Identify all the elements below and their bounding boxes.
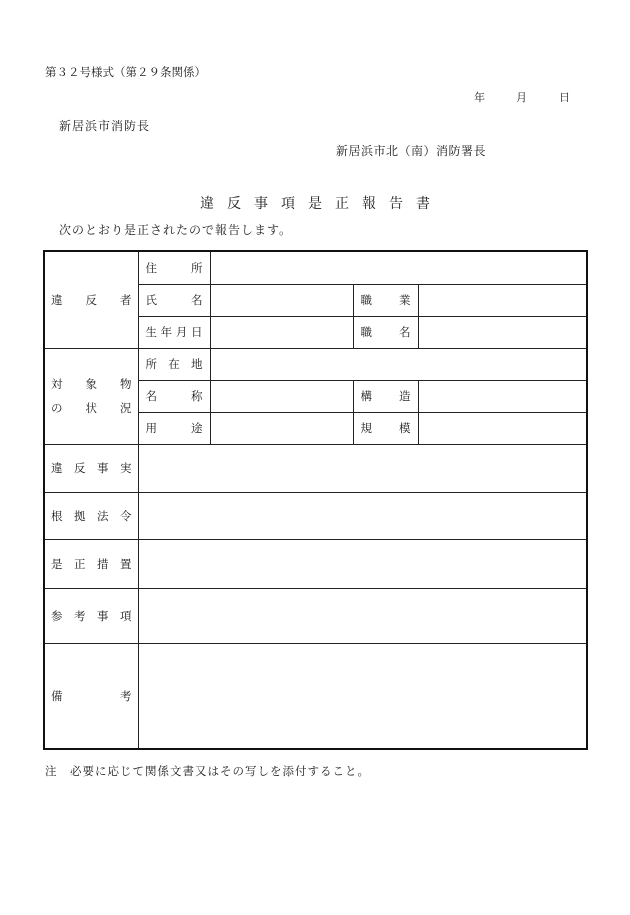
legal-basis-label-cell (44, 492, 138, 539)
reference-label: 参 考 事 項 (51, 608, 132, 623)
corrective-measures-field[interactable] (138, 539, 587, 588)
remarks-field[interactable] (138, 643, 587, 749)
scale-label-cell (353, 412, 418, 444)
form-number: 第３２号様式（第２９条関係） (45, 65, 206, 79)
row-legal-basis (44, 492, 587, 539)
occupation-label: 職 業 (360, 293, 411, 307)
sender: 新居浜市北（南）消防署長 (336, 144, 487, 158)
scale-label: 規 模 (360, 421, 411, 435)
violator-group-label (44, 251, 138, 348)
position-field[interactable] (418, 316, 587, 348)
position-label-cell (353, 316, 418, 348)
usage-field[interactable] (210, 412, 353, 444)
name-label: 氏 名 (145, 293, 203, 307)
row-violation-facts (44, 444, 587, 492)
target-group-label (44, 348, 138, 444)
remarks-label: 備 考 (51, 688, 132, 703)
target-label-line1: 対 象 物 (51, 377, 132, 391)
birthdate-field[interactable] (210, 316, 353, 348)
address-label: 住 所 (145, 260, 203, 275)
row-corrective-measures (44, 539, 587, 588)
remarks-label-cell (44, 643, 138, 749)
violation-facts-label: 違 反 事 実 (51, 461, 132, 475)
target-label-line2: の 状 況 (51, 401, 132, 415)
address-label-cell (138, 251, 210, 284)
violator-label: 違 反 者 (51, 292, 132, 307)
violation-facts-label-cell (44, 444, 138, 492)
location-label: 所 在 地 (145, 357, 203, 371)
violation-facts-field[interactable] (138, 444, 587, 492)
scale-field[interactable] (418, 412, 587, 444)
location-field[interactable] (210, 348, 587, 380)
reference-label-cell (44, 588, 138, 643)
reference-field[interactable] (138, 588, 587, 643)
structure-label: 構 造 (360, 389, 411, 403)
footnote: 注 必要に応じて関係文書又はその写しを添付すること。 (45, 764, 370, 778)
intro-text: 次のとおり是正されたので報告します。 (59, 223, 293, 237)
address-field[interactable] (210, 251, 587, 284)
report-form-table (43, 250, 588, 750)
usage-label-cell (138, 412, 210, 444)
row-remarks (44, 643, 587, 749)
birthdate-label: 生 年 月 日 (145, 325, 203, 339)
position-label: 職 名 (360, 325, 411, 339)
designation-label-cell (138, 380, 210, 412)
date-month-label: 月 (516, 91, 527, 104)
legal-basis-label: 根 拠 法 令 (51, 508, 132, 523)
birthdate-label-cell (138, 316, 210, 348)
legal-basis-field[interactable] (138, 492, 587, 539)
corrective-measures-label-cell (44, 539, 138, 588)
structure-label-cell (353, 380, 418, 412)
occupation-label-cell (353, 284, 418, 316)
date-year-label: 年 (474, 91, 485, 104)
name-field[interactable] (210, 284, 353, 316)
row-address (44, 251, 587, 284)
corrective-measures-label: 是 正 措 置 (51, 556, 132, 571)
designation-field[interactable] (210, 380, 353, 412)
designation-label: 名 称 (145, 389, 203, 403)
row-reference (44, 588, 587, 643)
row-location (44, 348, 587, 380)
addressee: 新居浜市消防長 (59, 119, 151, 133)
usage-label: 用 途 (145, 421, 203, 435)
document-title: 違反事項是正報告書 (200, 196, 443, 212)
occupation-field[interactable] (418, 284, 587, 316)
structure-field[interactable] (418, 380, 587, 412)
name-label-cell (138, 284, 210, 316)
date-day-label: 日 (559, 91, 570, 104)
location-label-cell (138, 348, 210, 380)
